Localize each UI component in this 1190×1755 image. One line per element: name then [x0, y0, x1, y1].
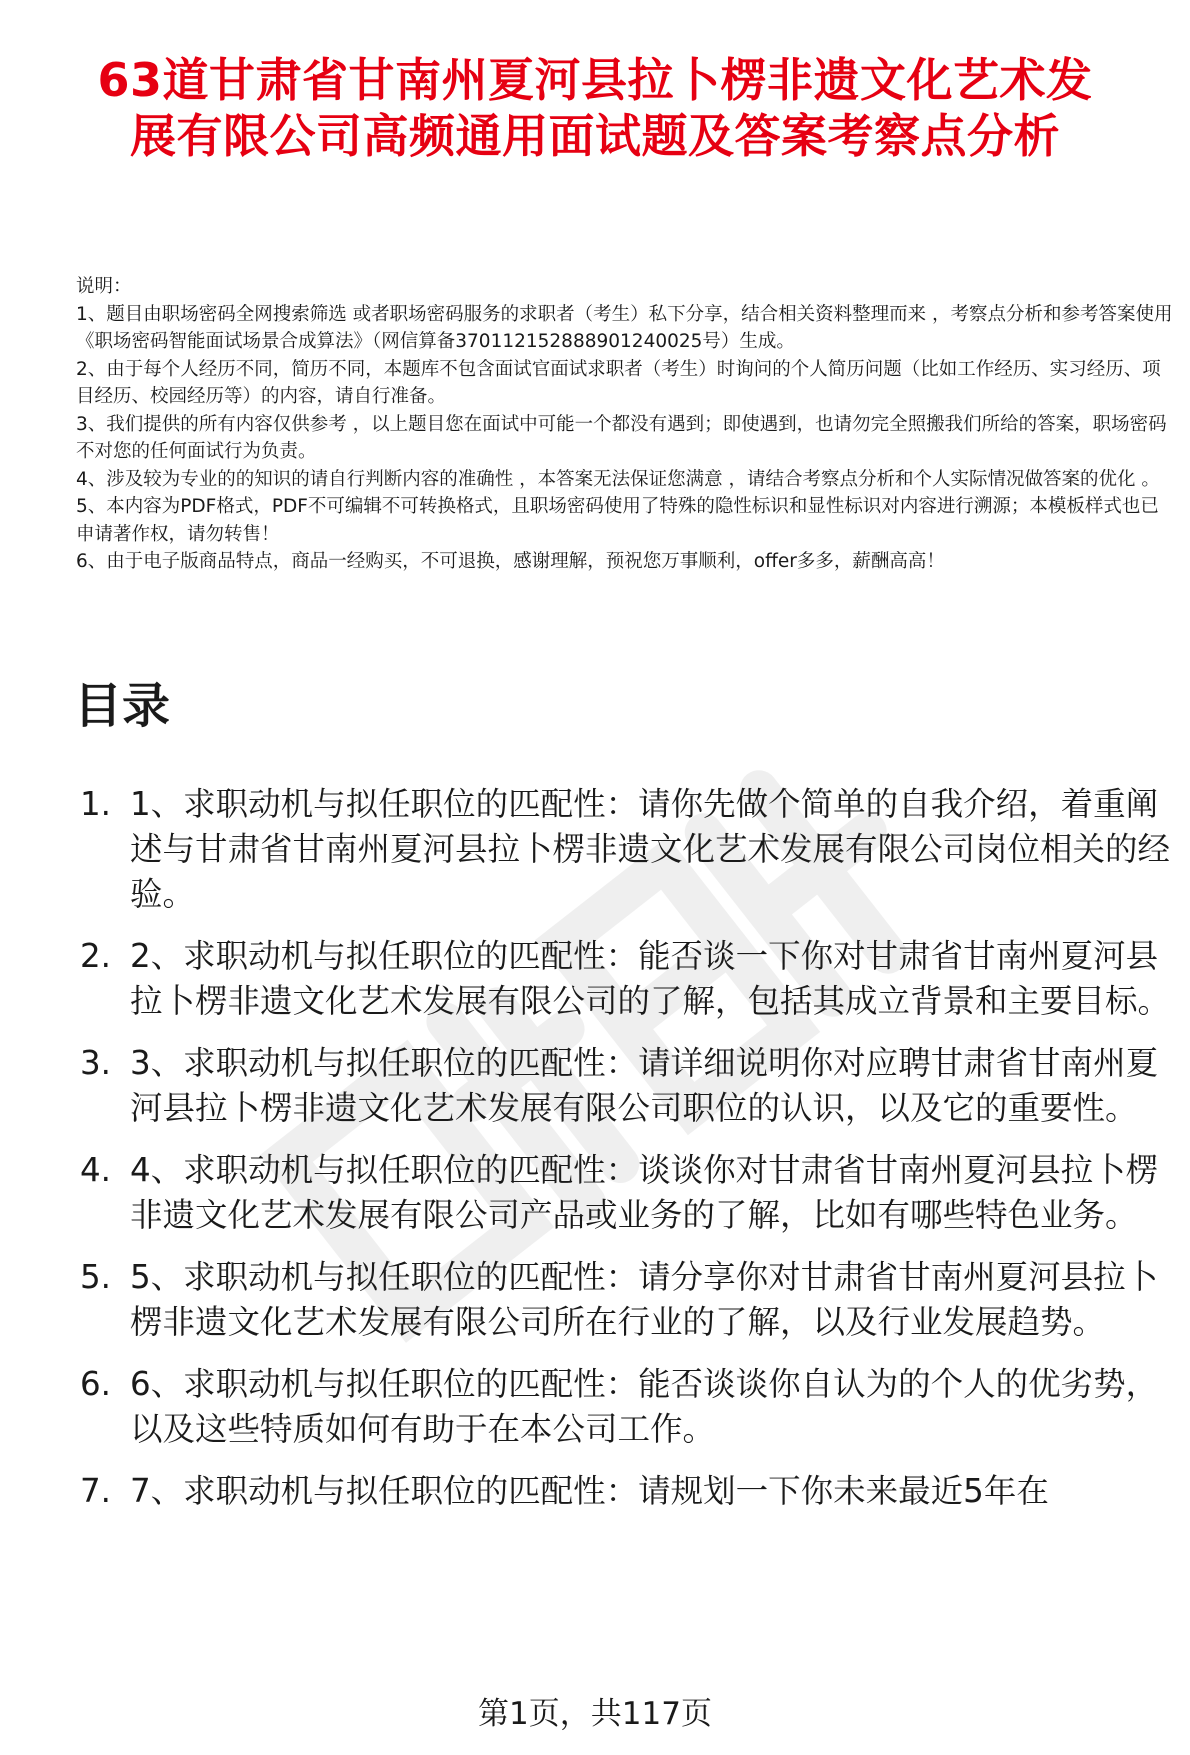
toc-entry-number: 5. — [80, 1258, 112, 1296]
toc-entry-text[interactable]: 2、求职动机与拟任职位的匹配性：能否谈一下你对甘肃省甘南州夏河县拉卜楞非遗文化艺术发展有限公司的了解，包括其成立背景和主要目标。 — [130, 937, 1171, 1020]
toc-entry-number: 2. — [80, 937, 112, 975]
toc-entry[interactable] — [0, 1148, 1190, 1238]
toc-entry[interactable] — [0, 934, 1190, 1024]
toc-entry[interactable] — [0, 1469, 1190, 1514]
page-footer: 第1页，共117页 — [0, 1694, 1190, 1754]
note-item: 1、题目由职场密码全网搜索筛选 或者职场密码服务的求职者（考生）私下分享，结合相关资料整理而来 ，考察点分析和参考答案使用《职场密码智能面试场景合成算法》（网信算备370112152888901240025号）生成。 — [76, 303, 1173, 352]
instructions-block — [76, 273, 1176, 576]
toc-entry[interactable] — [0, 1362, 1190, 1452]
toc-entry-text[interactable]: 4、求职动机与拟任职位的匹配性：谈谈你对甘肃省甘南州夏河县拉卜楞非遗文化艺术发展有限公司产品或业务的了解，比如有哪些特色业务。 — [130, 1151, 1159, 1234]
note-item: 5、本内容为PDF格式，PDF不可编辑不可转换格式，且职场密码使用了特殊的隐性标识和显性标识对内容进行溯源；本模板样式也已申请著作权，请勿转售！ — [76, 496, 1159, 545]
toc-list — [0, 782, 1190, 1531]
toc-entry[interactable] — [0, 1041, 1190, 1131]
toc-entry[interactable] — [0, 1255, 1190, 1345]
note-item: 2、由于每个人经历不同，简历不同，本题库不包含面试官面试求职者（考生）时询问的个人简历问题（比如工作经历、实习经历、项目经历、校园经历等）的内容，请自行准备。 — [76, 358, 1161, 407]
toc-entry-text[interactable]: 5、求职动机与拟任职位的匹配性：请分享你对甘肃省甘南州夏河县拉卜楞非遗文化艺术发展有限公司所在行业的了解，以及行业发展趋势。 — [130, 1258, 1159, 1341]
toc-entry-number: 4. — [80, 1151, 112, 1189]
notes-heading: 说明： — [76, 276, 132, 297]
toc-entry-text[interactable]: 6、求职动机与拟任职位的匹配性：能否谈谈你自认为的个人的优劣势，以及这些特质如何有助于在本公司工作。 — [130, 1365, 1159, 1448]
toc-heading: 目录 — [74, 678, 171, 734]
toc-entry-number: 3. — [80, 1044, 112, 1082]
document-title: 63道甘肃省甘南州夏河县拉卜楞非遗文化艺术发展有限公司高频通用面试题及答案考察点分析 — [97, 53, 1093, 163]
note-item: 6、由于电子版商品特点，商品一经购买，不可退换，感谢理解，预祝您万事顺利，offer多多，薪酬高高！ — [76, 551, 945, 572]
toc-entry[interactable] — [0, 782, 1190, 917]
toc-entry-text[interactable]: 1、求职动机与拟任职位的匹配性：请你先做个简单的自我介绍，着重阐述与甘肃省甘南州夏河县拉卜楞非遗文化艺术发展有限公司岗位相关的经验。 — [130, 785, 1171, 913]
toc-entry-text[interactable]: 7、求职动机与拟任职位的匹配性：请规划一下你未来最近5年在 — [130, 1472, 1049, 1510]
note-item: 3、我们提供的所有内容仅供参考 ，以上题目您在面试中可能一个都没有遇到；即使遇到，也请勿完全照搬我们所给的答案，职场密码不对您的任何面试行为负责。 — [76, 413, 1167, 462]
toc-entry-text[interactable]: 3、求职动机与拟任职位的匹配性：请详细说明你对应聘甘肃省甘南州夏河县拉卜楞非遗文化艺术发展有限公司职位的认识，以及它的重要性。 — [130, 1044, 1159, 1127]
note-item: 4、涉及较为专业的的知识的请自行判断内容的准确性 ，本答案无法保证您满意 ，请结合考察点分析和个人实际情况做答案的优化 。 — [76, 468, 1160, 490]
toc-entry-number: 7. — [80, 1472, 112, 1510]
toc-entry-number: 1. — [80, 785, 112, 823]
toc-entry-number: 6. — [80, 1365, 112, 1403]
